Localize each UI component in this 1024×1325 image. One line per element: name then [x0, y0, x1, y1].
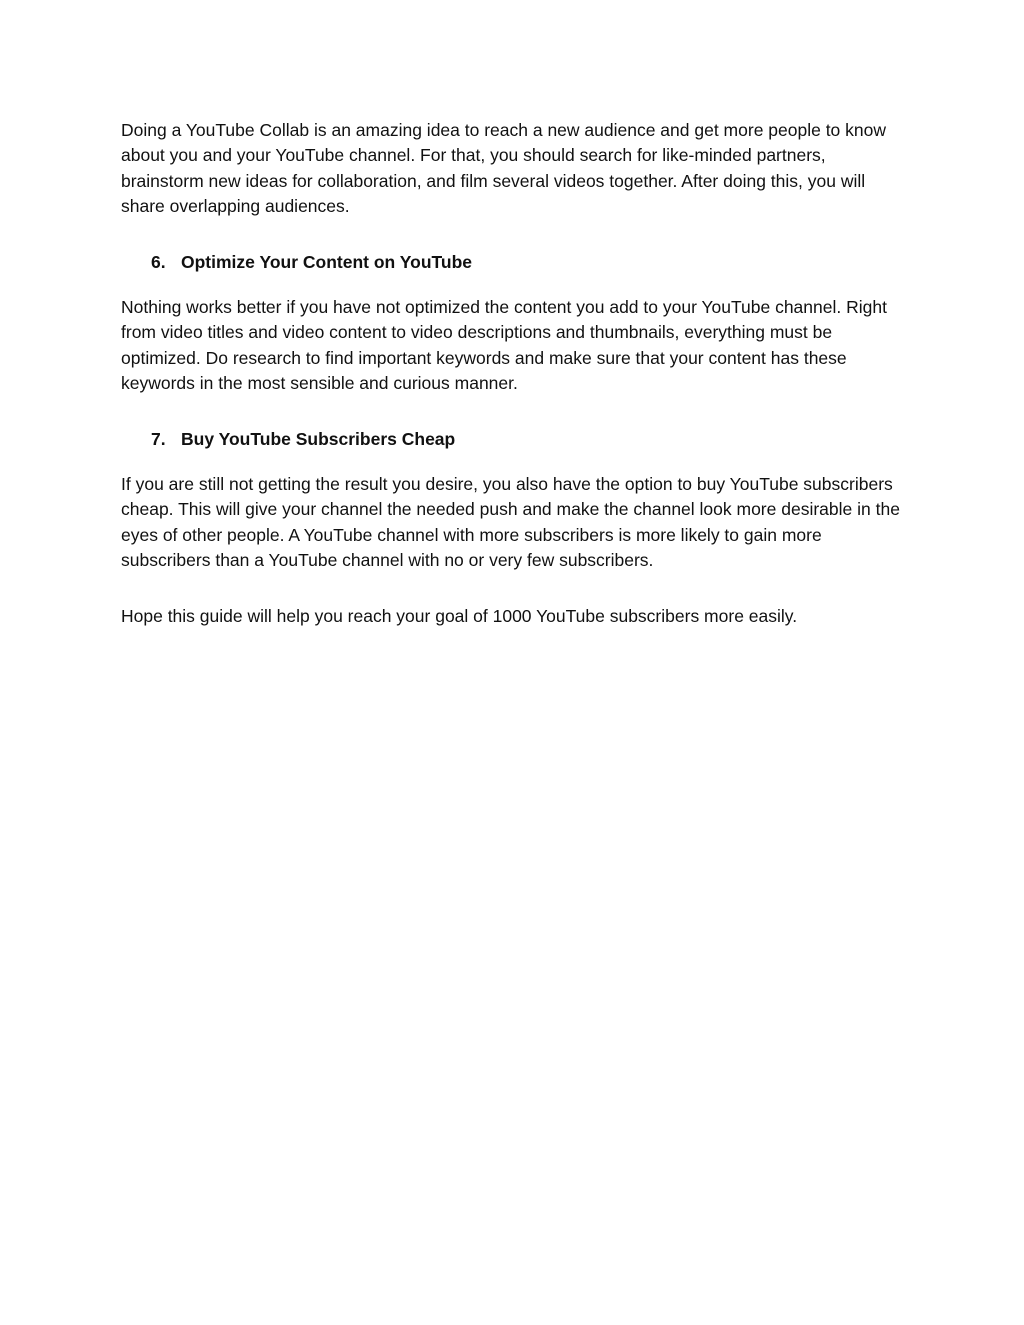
- paragraph-closing: Hope this guide will help you reach your goal of 1000 YouTube subscribers more easily.: [121, 605, 798, 626]
- section-title-7: Buy YouTube Subscribers Cheap: [181, 428, 456, 449]
- document-body: [121, 118, 911, 629]
- paragraph-buy-subscribers: If you are still not getting the result you desire, you also have the option to buy YouTube subscribers cheap. This will give your channel the needed push and make the channel look more desirable in the eyes of other people. A YouTube channel with more subscribers is more likely to gain more subscribers than a YouTube channel with no or very few subscribers.: [121, 474, 900, 571]
- paragraph-collab: Doing a YouTube Collab is an amazing idea to reach a new audience and get more people to know about you and your YouTube channel. For that, you should search for like-minded partners, brainstorm new ideas for collaboration, and film several videos together. After doing this, you will share overlapping audiences.: [121, 120, 887, 217]
- section-number-7: 7.: [151, 428, 166, 449]
- section-number-6: 6.: [151, 251, 166, 272]
- section-heading-7: [121, 427, 911, 452]
- section-title-6: Optimize Your Content on YouTube: [181, 251, 473, 272]
- paragraph-optimize: Nothing works better if you have not optimized the content you add to your YouTube channel. Right from video titles and video content to video descriptions and thumbnails, everything must be optimized. Do research to find important keywords and make sure that your content has these keywords in the most sensible and curious manner.: [121, 297, 887, 394]
- section-heading-6: [121, 250, 911, 275]
